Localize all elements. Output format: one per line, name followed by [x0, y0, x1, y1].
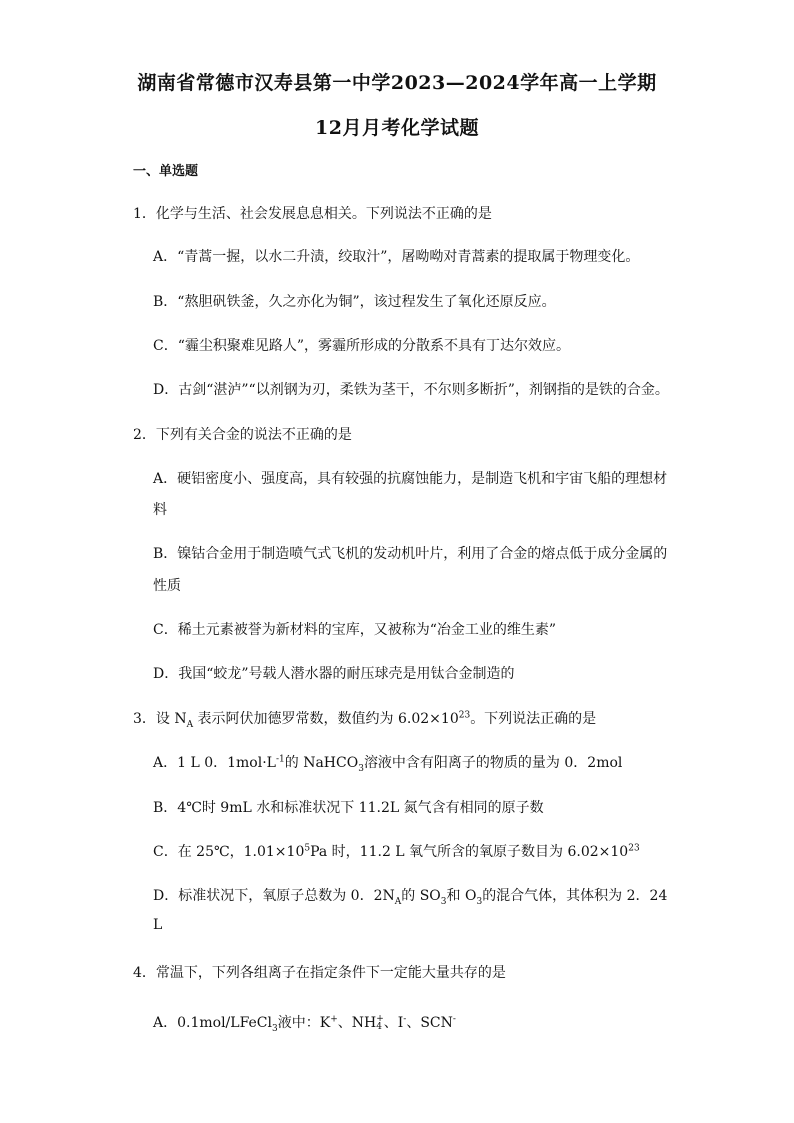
question-2-option-a-cont: 料: [153, 502, 167, 518]
section-heading: 一、单选题: [133, 164, 199, 179]
q4-a-sup3: -: [403, 1014, 407, 1025]
q3-c-pre: C．在 25℃，1.01×10: [153, 844, 305, 860]
q3-a-sup: -1: [275, 754, 285, 765]
question-1-option-d: D．古剑“湛泸”“以剂钢为刃，柔铁为茎干，不尔则多断折”，剂钢指的是铁的合金。: [153, 382, 669, 398]
q3-d-sub1: A: [394, 896, 402, 907]
q4-a-sup4: -: [452, 1014, 456, 1025]
question-1-option-c: C．“霾尘积聚难见路人”，雾霾所形成的分散系不具有丁达尔效应。: [153, 338, 571, 354]
question-1-option-b: B．“熬胆矾铁釜，久之亦化为铜”，该过程发生了氧化还原反应。: [153, 294, 556, 310]
q3-d-pre: D．标准状况下，氧原子总数为 0．2N: [153, 888, 395, 904]
question-3-option-d-cont: L: [153, 917, 163, 933]
q4-a-mid4: 、SCN: [406, 1015, 453, 1031]
question-2-option-b: B．镍钴合金用于制造喷气式飞机的发动机叶片，利用了合金的熔点低于成分金属的: [153, 546, 668, 562]
q3-d-post: 的混合气体，其体积为 2．24: [482, 888, 668, 904]
q3-d-sub2: 3: [440, 896, 447, 907]
q4-a-pre: A．0.1mol/LFeCl: [153, 1015, 272, 1031]
q4-a-mid2: 、NH: [337, 1015, 377, 1031]
question-3-option-b: B．4℃时 9mL 水和标准状况下 11.2L 氮气含有相同的原子数: [153, 800, 544, 816]
q4-a-sub2: 4: [376, 1022, 382, 1032]
q3-stem-mid: 表示阿伏加德罗常数，数值约为 6.02×10: [193, 711, 459, 727]
q3-d-mid2: 和 O: [446, 888, 477, 904]
q3-d-sub3: 3: [476, 896, 483, 907]
q3-d-mid1: 的 SO: [401, 888, 441, 904]
document-title-line2: 12月月考化学试题: [315, 117, 479, 139]
question-2-stem: 2．下列有关合金的说法不正确的是: [133, 427, 352, 443]
question-2-option-a: A．硬铝密度小、强度高，具有较强的抗腐蚀能力，是制造飞机和宇宙飞船的理想材: [153, 471, 668, 487]
q4-a-sub: 3: [272, 1023, 278, 1034]
question-4-option-a: [153, 1012, 456, 1034]
q3-a-pre: A．1 L 0．1mol·L: [153, 755, 276, 771]
question-2-option-b-cont: 性质: [153, 578, 181, 594]
question-3-stem: [133, 708, 596, 730]
q3-a-post: 溶液中含有阳离子的物质的量为 0．2mol: [363, 755, 623, 771]
q4-a-sup2: +: [376, 1014, 384, 1024]
question-2-option-d: D．我国“蛟龙”号载人潜水器的耐压球壳是用钛合金制造的: [153, 666, 515, 682]
question-1-option-a: A．“青蒿一握，以水二升渍，绞取汁”，屠呦呦对青蒿素的提取属于物理变化。: [153, 249, 640, 265]
q3-stem-post: 。下列说法正确的是: [470, 711, 597, 727]
question-1-stem: 1．化学与生活、社会发展息息相关。下列说法不正确的是: [133, 206, 492, 222]
question-3-option-a: [153, 752, 622, 774]
question-4-stem: 4．常温下，下列各组离子在指定条件下一定能大量共存的是: [133, 965, 506, 981]
q4-a-sup1: +: [330, 1014, 338, 1025]
q3-a-sub: 3: [358, 763, 364, 774]
q3-c-sup2: 23: [628, 843, 640, 854]
q4-a-ion-scripts: [376, 1015, 384, 1031]
q3-a-mid: 的 NaHCO: [284, 755, 359, 771]
question-3-option-d: [153, 885, 667, 907]
question-3-option-c: [153, 841, 640, 861]
q3-c-mid: Pa 时，11.2 L 氧气所含的氧原子数目为 6.02×10: [310, 844, 629, 860]
q3-stem-sub: A: [186, 719, 194, 730]
q4-a-mid1: 液中：K: [277, 1015, 331, 1031]
q4-a-mid3: 、I: [383, 1015, 404, 1031]
question-2-option-c: C．稀土元素被誉为新材料的宝库，又被称为“冶金工业的维生素”: [153, 622, 557, 638]
q3-stem-sup: 23: [458, 710, 471, 721]
q3-stem-pre: 3．设 N: [133, 711, 187, 727]
q3-c-sup1: 5: [304, 843, 311, 854]
document-title-line1: 湖南省常德市汉寿县第一中学2023—2024学年高一上学期: [137, 72, 657, 94]
